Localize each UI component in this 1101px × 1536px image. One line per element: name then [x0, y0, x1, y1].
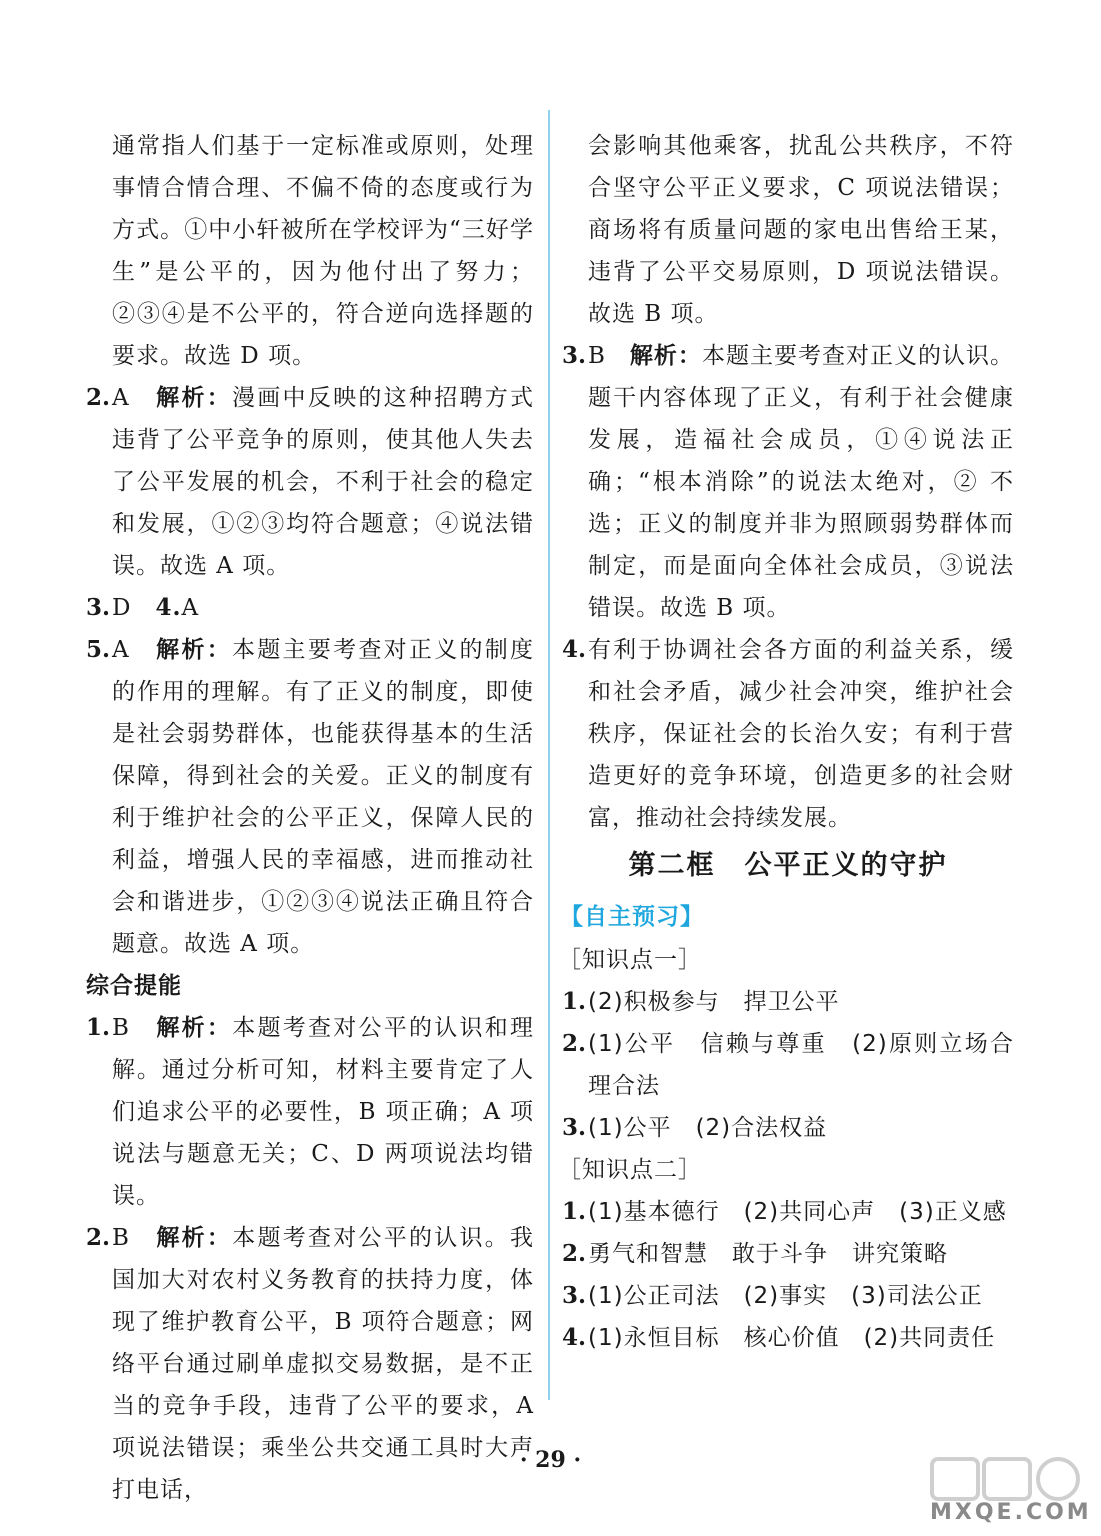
- answer-item-3-4: 3. D 4.A: [86, 594, 200, 621]
- knowledge-point-2: ［知识点二］: [558, 1157, 702, 1183]
- column-divider: [548, 110, 550, 1400]
- preview-tag: 【自主预习】: [560, 904, 704, 930]
- section-title: 第二框 公平正义的守护: [628, 850, 948, 881]
- knowledge-point-1: ［知识点一］: [558, 947, 702, 973]
- kp1-item-3: 3. (1)公平 (2)合法权益: [562, 1114, 828, 1141]
- answer-item-r4: 4. 有利于协调社会各方面的利益关系，缓和社会矛盾，减少社会冲突，维护社会秩序，保证社会的长治久安；有利于营造更好的竞争环境，创造更多的社会财富，推动社会持续发展。: [562, 636, 1014, 831]
- kp2-item-3: 3. (1)公正司法 (2)事实 (3)司法公正: [562, 1282, 983, 1309]
- answer-item-r3: 3. B 解析：本题主要考查对正义的认识。题干内容体现了正义，有利于社会健康发展，造福社会成员，①④说法正确；“根本消除”的说法太绝对，② 不选；正义的制度并非为照顾弱势群体而制定，而是面向全体社会成员，③说法错误。故选 B 项。: [562, 342, 1015, 621]
- kp2-item-2: 2. 勇气和智慧 敢于斗争 讲究策略: [562, 1240, 948, 1267]
- answer-item-5: 5. A 解析：本题主要考查对正义的制度的作用的理解。有了正义的制度，即使是社会弱势群体，也能获得基本的生活保障，得到社会的关爱。正义的制度有利于维护社会的公平正义，保障人民的利益，增强人民的幸福感，进而推动社会和谐进步，①②③④说法正确且符合题意。故选 A 项。: [86, 636, 535, 957]
- section-heading: 综合提能: [86, 973, 182, 999]
- continued-answer: 会影响其他乘客，扰乱公共秩序，不符合坚守公平正义要求，C 项说法错误；商场将有质量问题的家电出售给王某，违背了公平交易原则，D 项说法错误。故选 B 项。: [588, 133, 1014, 327]
- watermark-text: MXQE.COM: [930, 1500, 1092, 1525]
- right-column: [558, 125, 1015, 1359]
- kp1-item-1: 1. (2)积极参与 捍卫公平: [562, 988, 840, 1015]
- kp1-item-2: 2. (1)公平 信赖与尊重 (2)原则立场合理合法: [562, 1030, 1014, 1099]
- kp2-item-1: 1. (1)基本德行 (2)共同心声 (3)正义感: [562, 1198, 1007, 1225]
- answer-item-z2: 2. B 解析：本题考查对公平的认识。我国加大对农村义务教育的扶持力度，体现了维护教育公平，B 项符合题意；网络平台通过刷单虚拟交易数据，是不正当的竞争手段，违背了公平的要求，A 项说法错误；乘坐公共交通工具时大声打电话，: [86, 1224, 535, 1503]
- answer-item-z1: 1. B 解析：本题考查对公平的认识和理解。通过分析可知，材料主要肯定了人们追求公平的必要性，B 项正确；A 项说法与题意无关；C、D 两项说法均错误。: [86, 1014, 535, 1209]
- continued-answer: 通常指人们基于一定标准或原则，处理事情合情合理、不偏不倚的态度或行为方式。①中小轩被所在学校评为“三好学生”是公平的，因为他付出了努力；②③④是不公平的，符合逆向选择题的要求。故选 D 项。: [112, 133, 534, 369]
- page-number: · 29 ·: [519, 1447, 582, 1473]
- answer-item-2: 2. A 解析：漫画中反映的这种招聘方式违背了公平竞争的原则，使其他人失去了公平发展的机会，不利于社会的稳定和发展，①②③均符合题意；④说法错误。故选 A 项。: [86, 384, 535, 579]
- kp2-item-4: 4. (1)永恒目标 核心价值 (2)共同责任: [562, 1324, 996, 1351]
- left-column: [86, 125, 534, 1511]
